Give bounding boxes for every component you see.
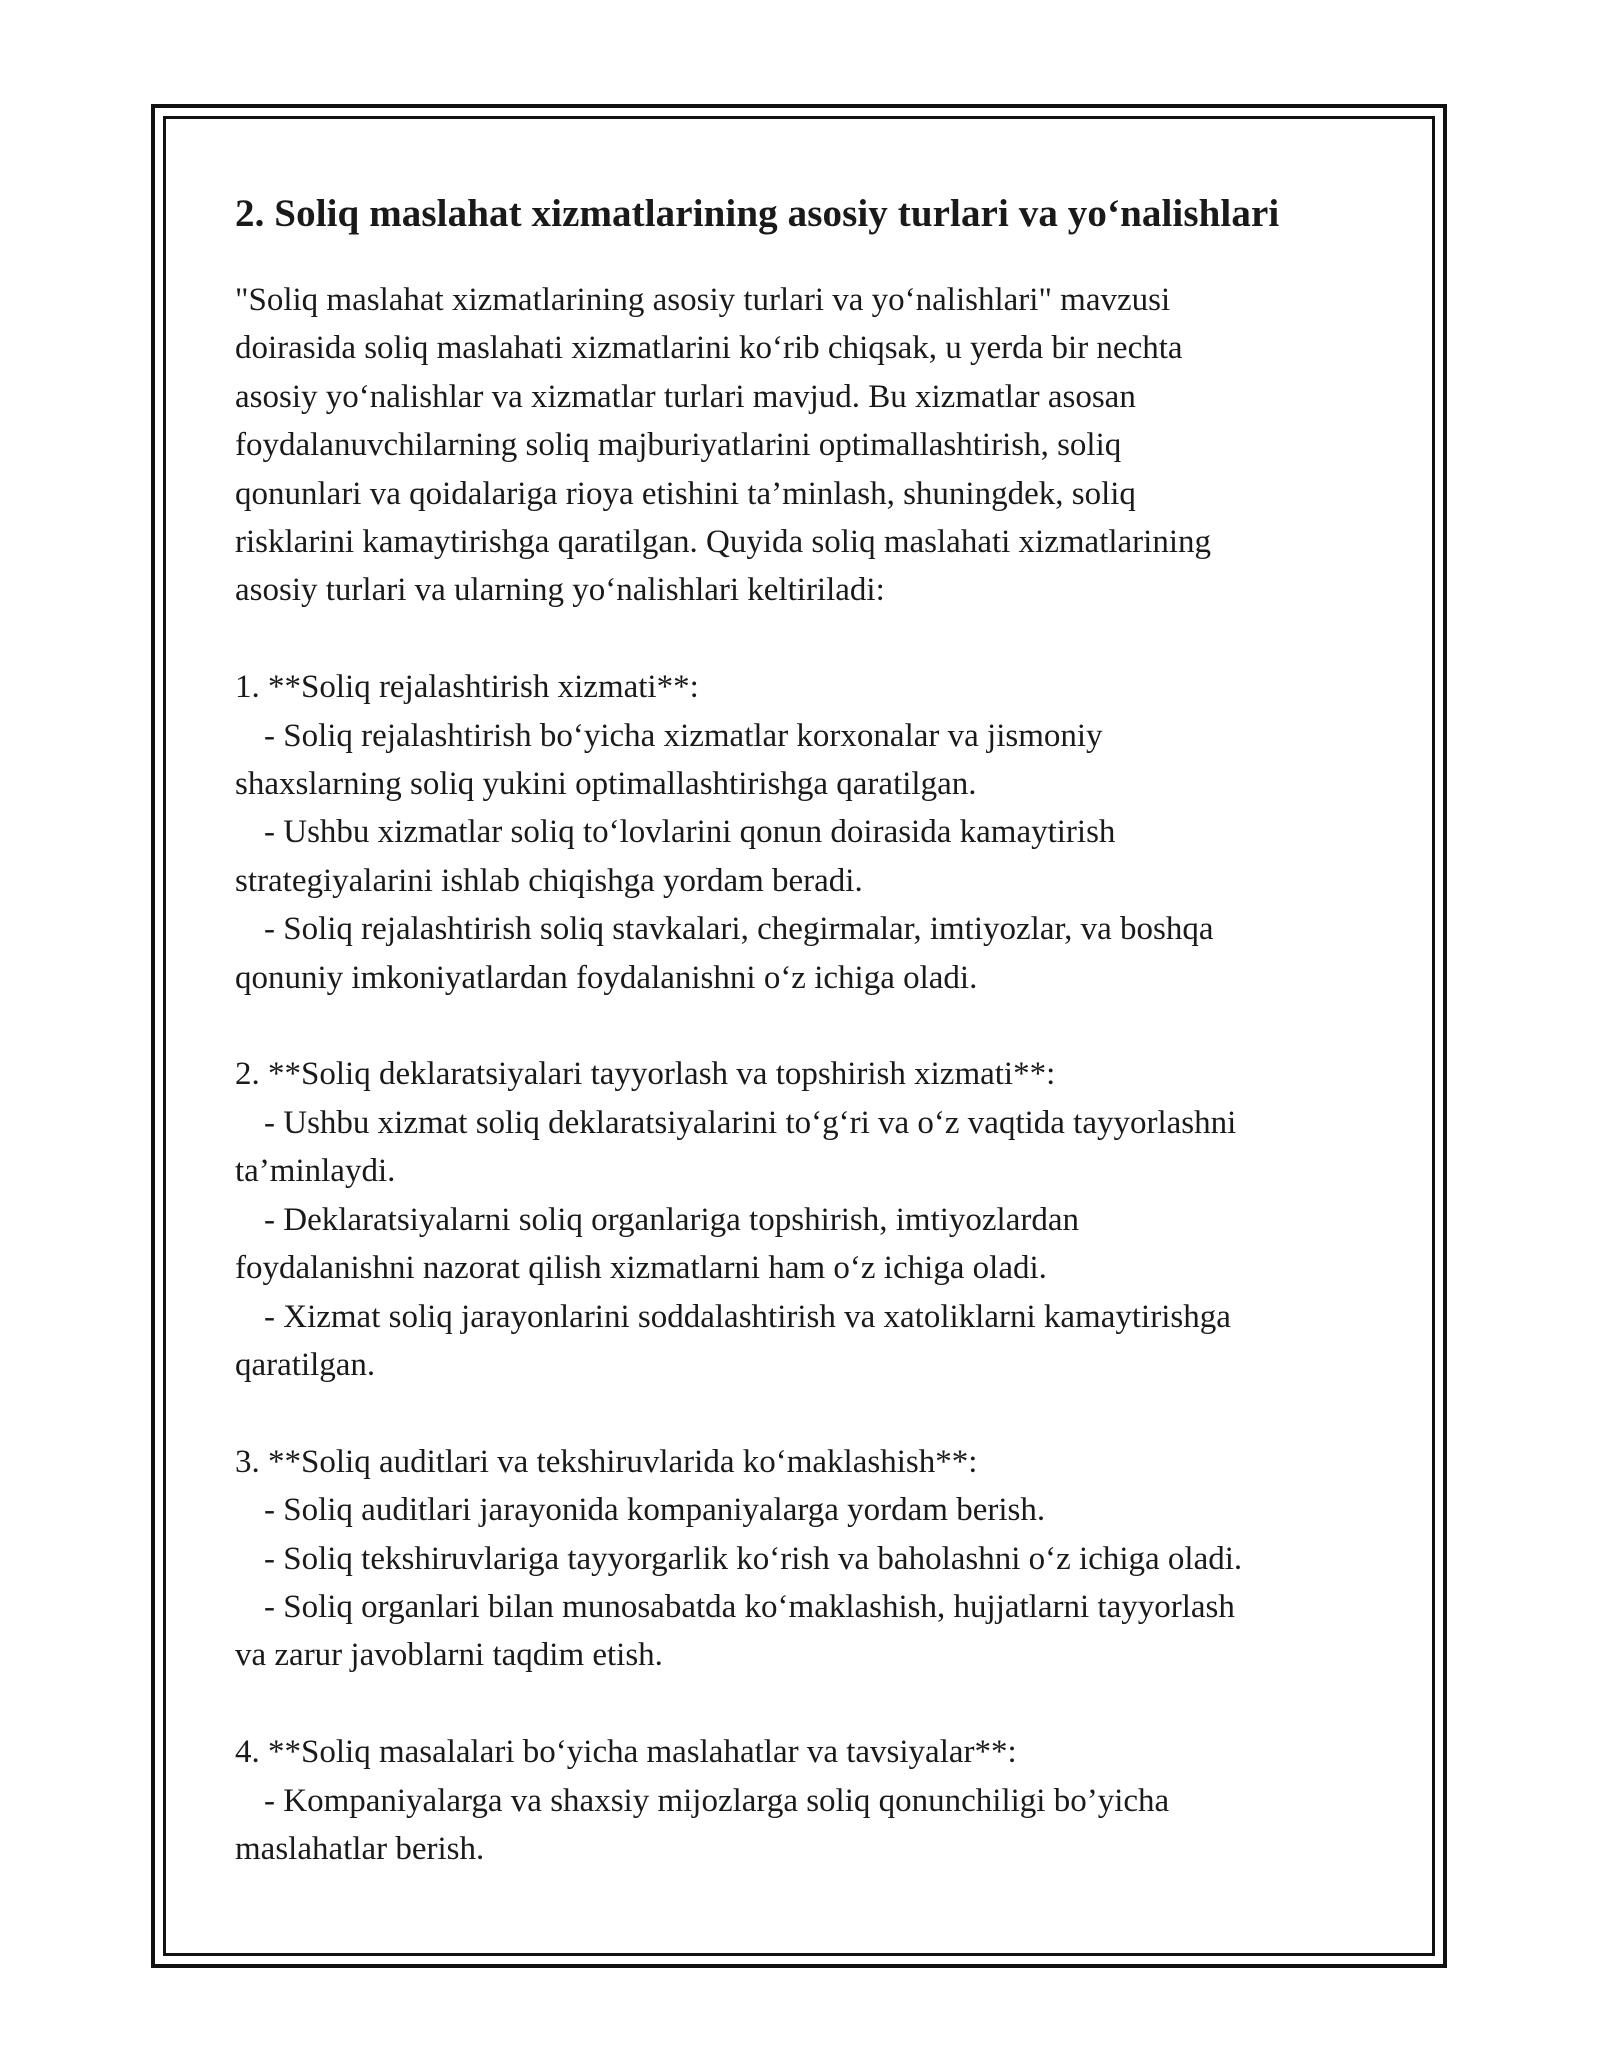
list-section-3 bbox=[235, 1438, 1360, 1680]
list-item-line: - Soliq organlari bilan munosabatda ko‘maklashish, hujjatlarni tayyorlash bbox=[264, 1588, 1235, 1625]
list-section-4 bbox=[235, 1728, 1360, 1873]
list-item-line: va zarur javoblarni taqdim etish. bbox=[235, 1637, 663, 1674]
intro-line: doirasida soliq maslahati xizmatlarini ko‘rib chiqsak, u yerda bir nechta bbox=[235, 330, 1183, 367]
list-item-line: - Kompaniyalarga va shaxsiy mijozlarga soliq qonunchiligi bo’yicha bbox=[264, 1782, 1170, 1819]
intro-line: asosiy yo‘nalishlar va xizmatlar turlari mavjud. Bu xizmatlar asosan bbox=[235, 378, 1136, 415]
intro-line: "Soliq maslahat xizmatlarining asosiy turlari va yo‘nalishlari" mavzusi bbox=[235, 282, 1171, 318]
list-item-line: - Ushbu xizmat soliq deklaratsiyalarini to‘g‘ri va o‘z vaqtida tayyorlashni bbox=[264, 1104, 1237, 1141]
list-section-title: 3. **Soliq auditlari va tekshiruvlarida ko‘maklashish**: bbox=[235, 1443, 978, 1480]
list-section-title: 4. **Soliq masalalari bo‘yicha maslahatlar va tavsiyalar**: bbox=[235, 1734, 1017, 1771]
sections-list bbox=[235, 663, 1360, 1873]
list-section-title: 1. **Soliq rejalashtirish xizmati**: bbox=[235, 669, 699, 706]
list-item-line: shaxslarning soliq yukini optimallashtirishga qaratilgan. bbox=[235, 766, 977, 803]
list-section-1 bbox=[235, 663, 1360, 1002]
list-item-line: strategiyalarini ishlab chiqishga yordam beradi. bbox=[235, 862, 863, 899]
document-content bbox=[235, 182, 1360, 1873]
list-item-line: - Soliq rejalashtirish soliq stavkalari, chegirmalar, imtiyozlar, va boshqa bbox=[264, 911, 1214, 948]
list-item-line: ta’minlaydi. bbox=[235, 1153, 396, 1190]
list-item-line: - Soliq auditlari jarayonida kompaniyalarga yordam berish. bbox=[264, 1492, 1046, 1529]
section-heading: 2. Soliq maslahat xizmatlarining asosiy turlari va yo‘nalishlari bbox=[235, 192, 1280, 235]
intro-line: asosiy turlari va ularning yo‘nalishlari keltiriladi: bbox=[235, 572, 885, 609]
list-item-line: - Soliq tekshiruvlariga tayyorgarlik ko‘rish va baholashni o‘z ichiga oladi. bbox=[264, 1540, 1243, 1577]
list-item-line: - Soliq rejalashtirish bo‘yicha xizmatlar korxonalar va jismoniy bbox=[264, 717, 1103, 754]
list-item-line: foydalanishni nazorat qilish xizmatlarni ham o‘z ichiga oladi. bbox=[235, 1250, 1047, 1287]
list-section-2 bbox=[235, 1050, 1360, 1389]
list-item-line: - Xizmat soliq jarayonlarini soddalashtirish va xatoliklarni kamaytirishga bbox=[264, 1298, 1231, 1335]
list-item-line: qaratilgan. bbox=[235, 1346, 376, 1383]
list-item-line: qonuniy imkoniyatlardan foydalanishni o‘z ichiga oladi. bbox=[235, 959, 978, 996]
list-item-line: maslahatlar berish. bbox=[235, 1830, 485, 1867]
intro-line: foydalanuvchilarning soliq majburiyatlarini optimallashtirish, soliq bbox=[235, 427, 1122, 464]
list-item-line: - Deklaratsiyalarni soliq organlariga topshirish, imtiyozlardan bbox=[264, 1201, 1080, 1238]
list-section-title: 2. **Soliq deklaratsiyalari tayyorlash va topshirish xizmati**: bbox=[235, 1056, 1056, 1093]
intro-paragraph bbox=[235, 276, 1360, 615]
intro-line: qonunlari va qoidalariga rioya etishini ta’minlash, shuningdek, soliq bbox=[235, 475, 1136, 512]
list-item-line: - Ushbu xizmatlar soliq to‘lovlarini qonun doirasida kamaytirish bbox=[264, 814, 1116, 851]
intro-line: risklarini kamaytirishga qaratilgan. Quyida soliq maslahati xizmatlarining bbox=[235, 524, 1211, 561]
